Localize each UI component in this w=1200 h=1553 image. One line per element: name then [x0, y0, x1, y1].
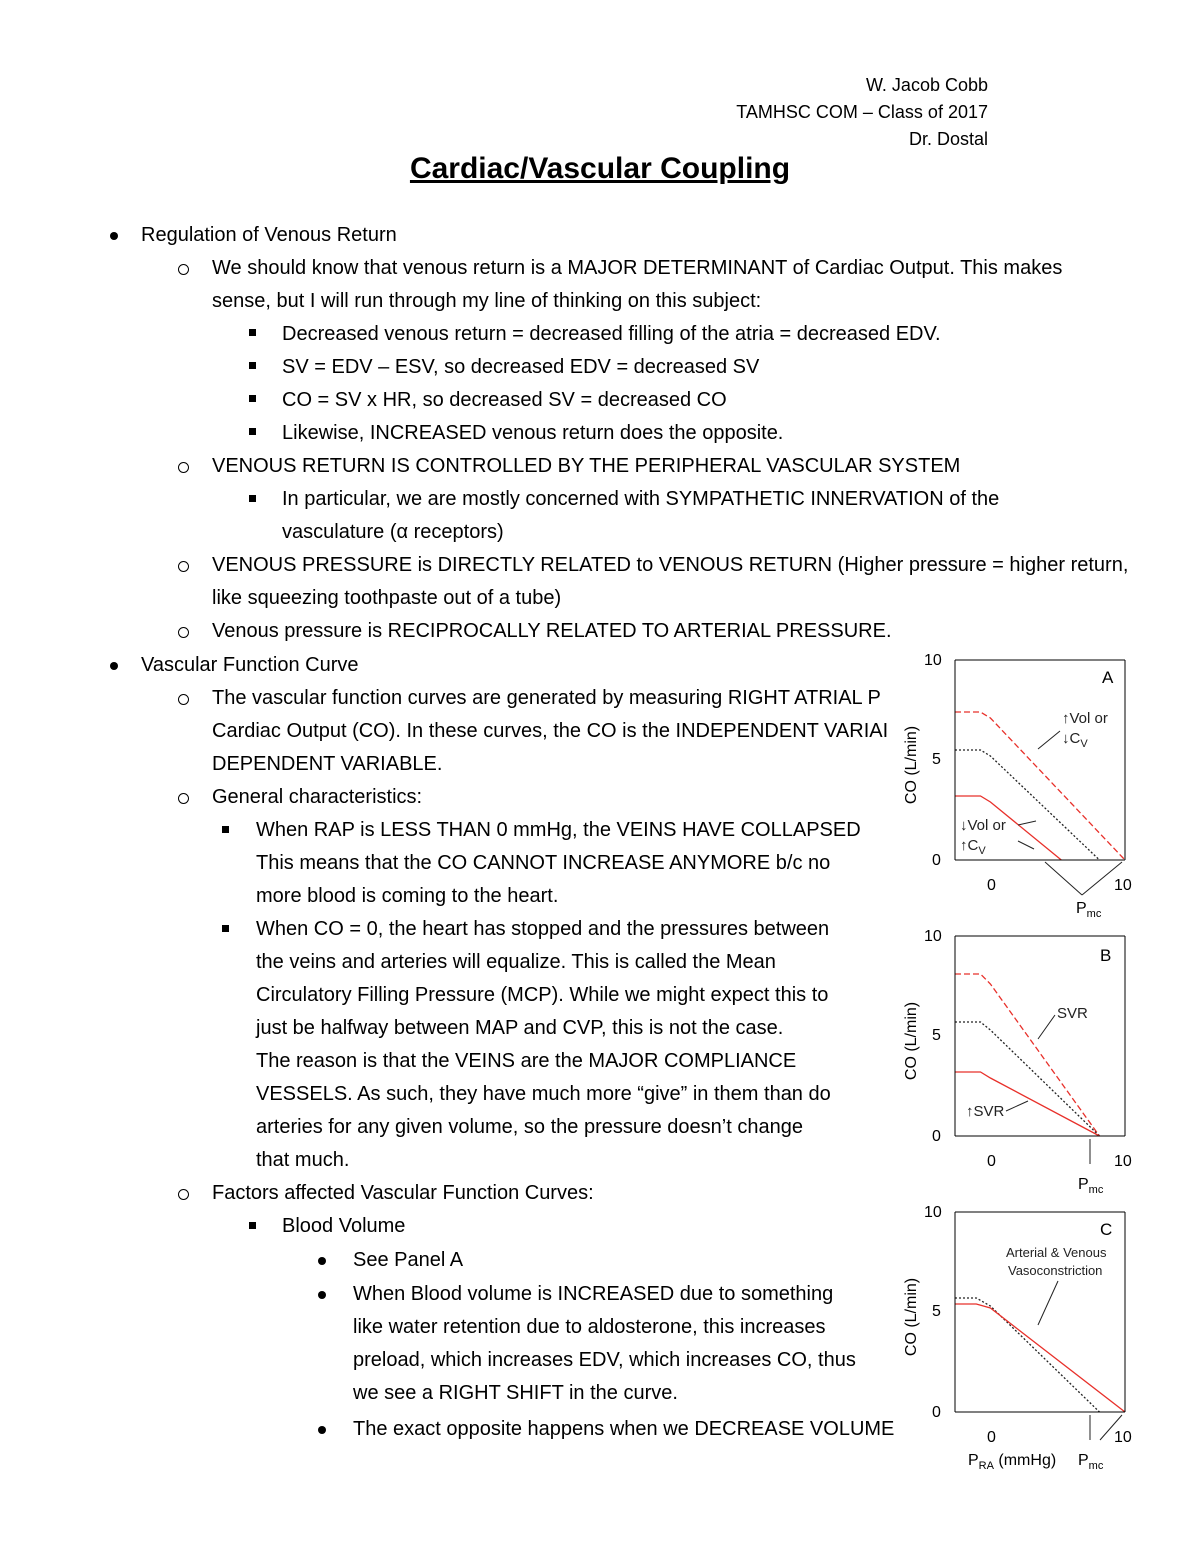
- bullet-dot: [318, 1257, 326, 1265]
- bullet-dot: [110, 232, 118, 240]
- bullet-square: [222, 925, 229, 932]
- bullet-circle: [178, 694, 189, 705]
- x-tick-label: 0: [987, 877, 996, 894]
- annotation-arrow: [1038, 1281, 1058, 1325]
- pmc-subscript: mc: [1086, 908, 1102, 920]
- pmc-arrow: [1045, 862, 1082, 895]
- note-line: In particular, we are mostly concerned with SYMPATHETIC INNERVATION of the: [282, 488, 1000, 510]
- bullet-circle: [178, 264, 189, 275]
- pmc-label: [1076, 900, 1102, 920]
- pra-label: [968, 1452, 1056, 1472]
- note-line: Likewise, INCREASED venous return does the opposite.: [282, 422, 784, 444]
- pmc-text: P: [1076, 900, 1087, 917]
- note-line: arteries for any given volume, so the pressure doesn’t change: [256, 1116, 803, 1138]
- note-line: Blood Volume: [282, 1215, 406, 1237]
- x-tick-label: 10: [1114, 1153, 1132, 1170]
- annotation-arrow: [1038, 1015, 1055, 1039]
- annotation-text: ↓C: [1062, 730, 1081, 747]
- note-line: sense, but I will run through my line of thinking on this subject:: [212, 290, 762, 312]
- note-line: just be halfway between MAP and CVP, this is not the case.: [256, 1017, 784, 1039]
- y-tick-label: 5: [932, 751, 941, 768]
- bullet-circle: [178, 462, 189, 473]
- note-line: like squeezing toothpaste out of a tube): [212, 587, 562, 609]
- x-tick-label: 0: [987, 1429, 996, 1446]
- note-line: The exact opposite happens when we DECREASE VOLUME: [353, 1418, 895, 1440]
- y-tick-label: 0: [932, 852, 941, 869]
- note-line: VENOUS RETURN IS CONTROLLED BY THE PERIPHERAL VASCULAR SYSTEM: [212, 455, 961, 477]
- annotation-up-cv: [1062, 730, 1088, 750]
- author-name: W. Jacob Cobb: [865, 75, 988, 95]
- note-line: like water retention due to aldosterone, this increases: [353, 1316, 826, 1338]
- annotation-arrow: [1038, 731, 1060, 749]
- x-tick-label: 10: [1114, 877, 1132, 894]
- note-line: General characteristics:: [212, 786, 423, 808]
- annotation-arrow: [1018, 841, 1034, 849]
- pra-unit: (mmHg): [993, 1452, 1057, 1469]
- note-line: Circulatory Filling Pressure (MCP). While we might expect this to: [256, 984, 829, 1006]
- figure-panel-b: [900, 921, 1140, 1196]
- pmc-text: P: [1078, 1452, 1089, 1469]
- pmc-text: P: [1078, 1176, 1089, 1193]
- pmc-label: [1078, 1452, 1104, 1472]
- curve-series-1: [955, 1298, 1100, 1412]
- panel-letter: B: [1100, 946, 1112, 965]
- y-tick-label: 5: [932, 1303, 941, 1320]
- note-line: DEPENDENT VARIABLE.: [212, 753, 443, 775]
- x-tick-label: 0: [987, 1153, 996, 1170]
- bullet-dot: [318, 1291, 326, 1299]
- y-tick-label: 5: [932, 1027, 941, 1044]
- pra-subscript: RA: [978, 1460, 994, 1472]
- bullet-dot: [318, 1426, 326, 1434]
- y-tick-label: 0: [932, 1128, 941, 1145]
- pmc-subscript: mc: [1088, 1460, 1104, 1472]
- note-line: more blood is coming to the heart.: [256, 885, 559, 907]
- bullet-square: [222, 826, 229, 833]
- note-line: SV = EDV – ESV, so decreased EDV = decreased SV: [282, 356, 760, 378]
- bullet-square: [249, 395, 256, 402]
- note-line: vasculature (α receptors): [282, 521, 504, 543]
- bullet-circle: [178, 793, 189, 804]
- note-line: When RAP is LESS THAN 0 mmHg, the VEINS HAVE COLLAPSED: [256, 819, 861, 841]
- note-line: VESSELS. As such, they have much more “give” in them than do: [256, 1083, 831, 1105]
- note-line: VENOUS PRESSURE is DIRECTLY RELATED to VENOUS RETURN (Higher pressure = higher return,: [212, 554, 1129, 576]
- note-line: Vascular Function Curve: [141, 654, 359, 676]
- annotation-note: Arterial & Venous: [1006, 1245, 1107, 1260]
- page-title: Cardiac/Vascular Coupling: [409, 152, 791, 185]
- note-line: This means that the CO CANNOT INCREASE ANYMORE b/c no: [256, 852, 831, 874]
- note-line: Cardiac Output (CO). In these curves, the CO is the INDEPENDENT VARIAI: [212, 720, 889, 742]
- annotation-svr: SVR: [1057, 1005, 1088, 1022]
- note-line: When CO = 0, the heart has stopped and the pressures between: [256, 918, 830, 940]
- figure-panel-c: [900, 1197, 1140, 1477]
- y-tick-label: 10: [924, 928, 942, 945]
- pra-text: P: [968, 1452, 979, 1469]
- document-header: [736, 72, 988, 153]
- annotation-arrow: [1018, 821, 1036, 825]
- bullet-circle: [178, 561, 189, 572]
- y-axis-label: CO (L/min): [903, 1001, 920, 1081]
- bullet-square: [249, 329, 256, 336]
- panel-letter: A: [1102, 668, 1114, 687]
- annotation-text: ↑C: [960, 837, 979, 854]
- note-line: When Blood volume is INCREASED due to something: [353, 1283, 834, 1305]
- note-line: CO = SV x HR, so decreased SV = decreased CO: [282, 389, 727, 411]
- y-axis-label: CO (L/min): [903, 725, 920, 805]
- curve-series-1: [955, 712, 1125, 860]
- annotation-arrow: [1006, 1101, 1028, 1111]
- annotation-up-svr: ↑SVR: [966, 1103, 1005, 1120]
- school-class: TAMHSC COM – Class of 2017: [736, 102, 988, 122]
- instructor-name: Dr. Dostal: [908, 129, 988, 149]
- bullet-square: [249, 362, 256, 369]
- bullet-square: [249, 495, 256, 502]
- annotation-down: ↓Vol or: [960, 817, 1006, 834]
- annotation-note: Vasoconstriction: [1008, 1263, 1103, 1278]
- note-line: Regulation of Venous Return: [141, 224, 397, 246]
- y-axis-label: CO (L/min): [903, 1277, 920, 1357]
- note-line: The vascular function curves are generated by measuring RIGHT ATRIAL P: [212, 687, 881, 709]
- y-tick-label: 0: [932, 1404, 941, 1421]
- annotation-up: ↑Vol or: [1062, 710, 1108, 727]
- note-line: the veins and arteries will equalize. This is called the Mean: [256, 951, 776, 973]
- bullet-dot: [110, 662, 118, 670]
- note-line: Factors affected Vascular Function Curves:: [212, 1182, 594, 1204]
- note-line: We should know that venous return is a MAJOR DETERMINANT of Cardiac Output. This makes: [212, 257, 1063, 279]
- bullet-square: [249, 428, 256, 435]
- annotation-subscript: V: [978, 845, 986, 857]
- note-line: The reason is that the VEINS are the MAJOR COMPLIANCE: [256, 1050, 797, 1072]
- note-line: See Panel A: [353, 1249, 464, 1271]
- bullet-circle: [178, 1189, 189, 1200]
- note-line: we see a RIGHT SHIFT in the curve.: [353, 1382, 678, 1404]
- annotation-subscript: V: [1080, 738, 1088, 750]
- pmc-subscript: mc: [1088, 1184, 1104, 1196]
- annotation-down-cv: [960, 837, 986, 857]
- note-line: Decreased venous return = decreased filling of the atria = decreased EDV.: [282, 323, 941, 345]
- y-tick-label: 10: [924, 1204, 942, 1221]
- bullet-circle: [178, 627, 189, 638]
- note-line: preload, which increases EDV, which increases CO, thus: [353, 1349, 856, 1371]
- figure-panel-a: [900, 645, 1140, 920]
- x-tick-label: 10: [1114, 1429, 1132, 1446]
- note-line: that much.: [256, 1149, 350, 1171]
- bullet-square: [249, 1222, 256, 1229]
- panel-letter: C: [1100, 1220, 1113, 1239]
- pmc-label: [1078, 1176, 1104, 1196]
- y-tick-label: 10: [924, 652, 942, 669]
- note-line: Venous pressure is RECIPROCALLY RELATED TO ARTERIAL PRESSURE.: [212, 620, 892, 642]
